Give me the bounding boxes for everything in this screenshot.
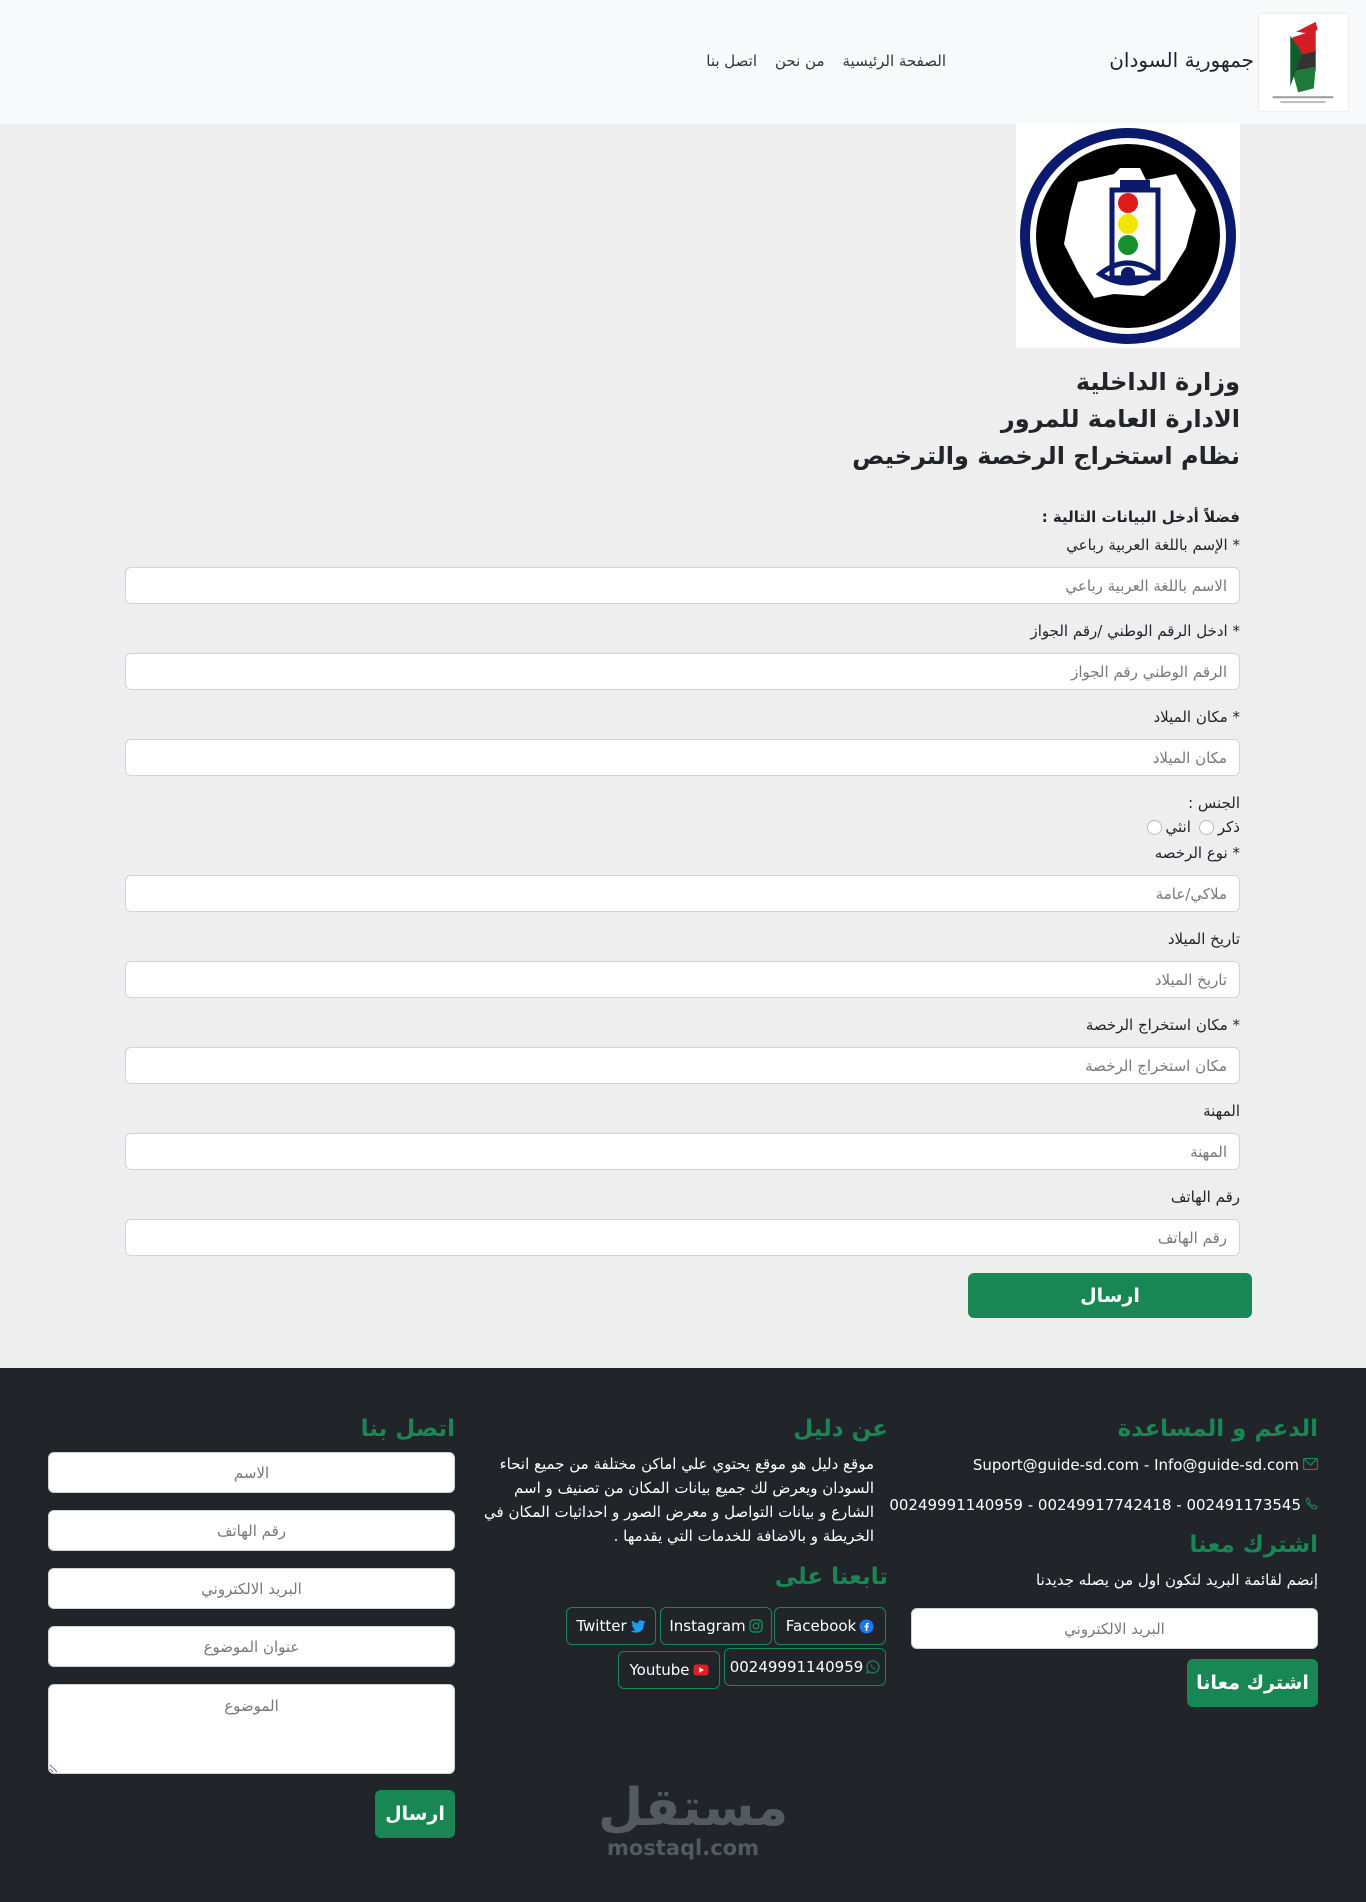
facebook-button[interactable]: [774, 1607, 886, 1645]
phone-label: رقم الهاتف: [1170, 1188, 1240, 1206]
occupation-label: المهنة: [1203, 1102, 1240, 1120]
system-title: نظام استخراج الرخصة والترخيص: [852, 442, 1240, 470]
birth-place-label: * مكان الميلاد: [1153, 708, 1240, 726]
contact-phone-input[interactable]: [48, 1510, 455, 1551]
occupation-input[interactable]: [125, 1133, 1240, 1170]
youtube-icon: [693, 1664, 709, 1676]
nav-link-contact[interactable]: اتصل بنا: [706, 52, 757, 70]
support-emails-text[interactable]: Suport@guide-sd.com - Info@guide-sd.com: [972, 1456, 1299, 1474]
main-content: [0, 124, 1366, 1368]
twitter-icon: [630, 1620, 646, 1633]
gender-male-radio[interactable]: [1199, 820, 1214, 835]
whatsapp-button[interactable]: [724, 1648, 886, 1686]
contact-message-textarea[interactable]: [48, 1684, 455, 1774]
support-phones-text[interactable]: 002491173545 - 00249917742418 - 00249991140959: [889, 1496, 1301, 1514]
gender-male-option[interactable]: [1199, 818, 1240, 836]
envelope-icon: [1303, 1456, 1318, 1474]
license-place-input[interactable]: [125, 1047, 1240, 1084]
about-text: موقع دليل هو موقع يحتوي علي اماكن مختلفة من جميع انحاء السودان ويعرض لك جميع بيانات المكان من تصنيف و اسم الشارع و بيانات التواصل و معرض الصور و احداثيات المكان في الخريطة و بالاضافة للخدمات التي يقدمها .: [484, 1455, 874, 1545]
contact-subject-input[interactable]: [48, 1626, 455, 1667]
support-emails: [973, 1456, 1318, 1474]
gender-female-option[interactable]: [1147, 818, 1191, 836]
instagram-icon: [749, 1619, 763, 1633]
page-heading: [852, 364, 1240, 475]
subscribe-email-input[interactable]: [911, 1608, 1318, 1649]
youtube-button[interactable]: [618, 1651, 720, 1689]
gender-label: الجنس :: [1188, 794, 1240, 812]
birth-place-input[interactable]: [125, 739, 1240, 776]
facebook-icon: [859, 1619, 874, 1634]
brand-name[interactable]: جمهورية السودان: [1109, 48, 1254, 72]
sudan-flag-logo[interactable]: [1258, 13, 1349, 112]
instagram-button[interactable]: [660, 1607, 772, 1645]
contact-email-input[interactable]: [48, 1568, 455, 1609]
about-title: عن دليل: [793, 1416, 888, 1442]
watermark-english: mostaql.com: [607, 1836, 759, 1860]
national-id-input[interactable]: [125, 653, 1240, 690]
phone-icon: [1305, 1496, 1318, 1514]
watermark-arabic: مستقل: [598, 1778, 789, 1838]
mostaql-watermark: [598, 1778, 789, 1860]
support-title: الدعم و المساعدة: [1117, 1416, 1318, 1442]
full-name-input[interactable]: [125, 567, 1240, 604]
full-name-label: * الإسم باللغة العربية رباعي: [1066, 536, 1240, 554]
whatsapp-label: 00249991140959: [729, 1658, 864, 1676]
form-intro: فضلاً أدخل البيانات التالية :: [1041, 508, 1240, 526]
department-title: الادارة العامة للمرور: [1000, 405, 1240, 433]
submit-button[interactable]: ارسال: [968, 1273, 1252, 1318]
nav-links: [706, 52, 946, 70]
license-type-input[interactable]: [125, 875, 1240, 912]
contact-title: اتصل بنا: [360, 1416, 455, 1442]
gender-female-label: انثي: [1165, 818, 1191, 836]
facebook-label: Facebook: [785, 1617, 857, 1635]
nav-link-about[interactable]: من نحن: [775, 52, 825, 70]
navbar: [0, 0, 1366, 124]
gender-female-radio[interactable]: [1147, 820, 1162, 835]
ministry-title: وزارة الداخلية: [1075, 368, 1240, 396]
birth-date-input[interactable]: [125, 961, 1240, 998]
nav-link-home[interactable]: الصفحة الرئيسية: [842, 52, 946, 70]
subscribe-button[interactable]: اشترك معانا: [1187, 1659, 1318, 1707]
follow-title: تابعنا على: [774, 1564, 888, 1590]
birth-date-label: تاريخ الميلاد: [1167, 930, 1240, 948]
contact-name-input[interactable]: [48, 1452, 455, 1493]
gender-radio-group: [1147, 818, 1240, 836]
twitter-label: Twitter: [576, 1617, 627, 1635]
subscribe-title: اشترك معنا: [1189, 1532, 1318, 1558]
support-phones: [889, 1496, 1318, 1514]
subscribe-text: إنضم لقائمة البريد لتكون اول من يصله جديدنا: [1036, 1571, 1318, 1589]
license-type-label: * نوع الرخصه: [1154, 844, 1240, 862]
gender-male-label: ذكر: [1217, 818, 1240, 836]
instagram-label: Instagram: [669, 1617, 746, 1635]
whatsapp-icon: [866, 1660, 880, 1674]
contact-submit-button[interactable]: ارسال: [375, 1790, 455, 1838]
national-id-label: * ادخل الرقم الوطني /رقم الجواز: [1030, 622, 1240, 640]
traffic-police-emblem: [1016, 124, 1240, 348]
phone-input[interactable]: [125, 1219, 1240, 1256]
twitter-button[interactable]: [566, 1607, 656, 1645]
youtube-label: Youtube: [629, 1661, 690, 1679]
license-place-label: * مكان استخراج الرخصة: [1085, 1016, 1240, 1034]
